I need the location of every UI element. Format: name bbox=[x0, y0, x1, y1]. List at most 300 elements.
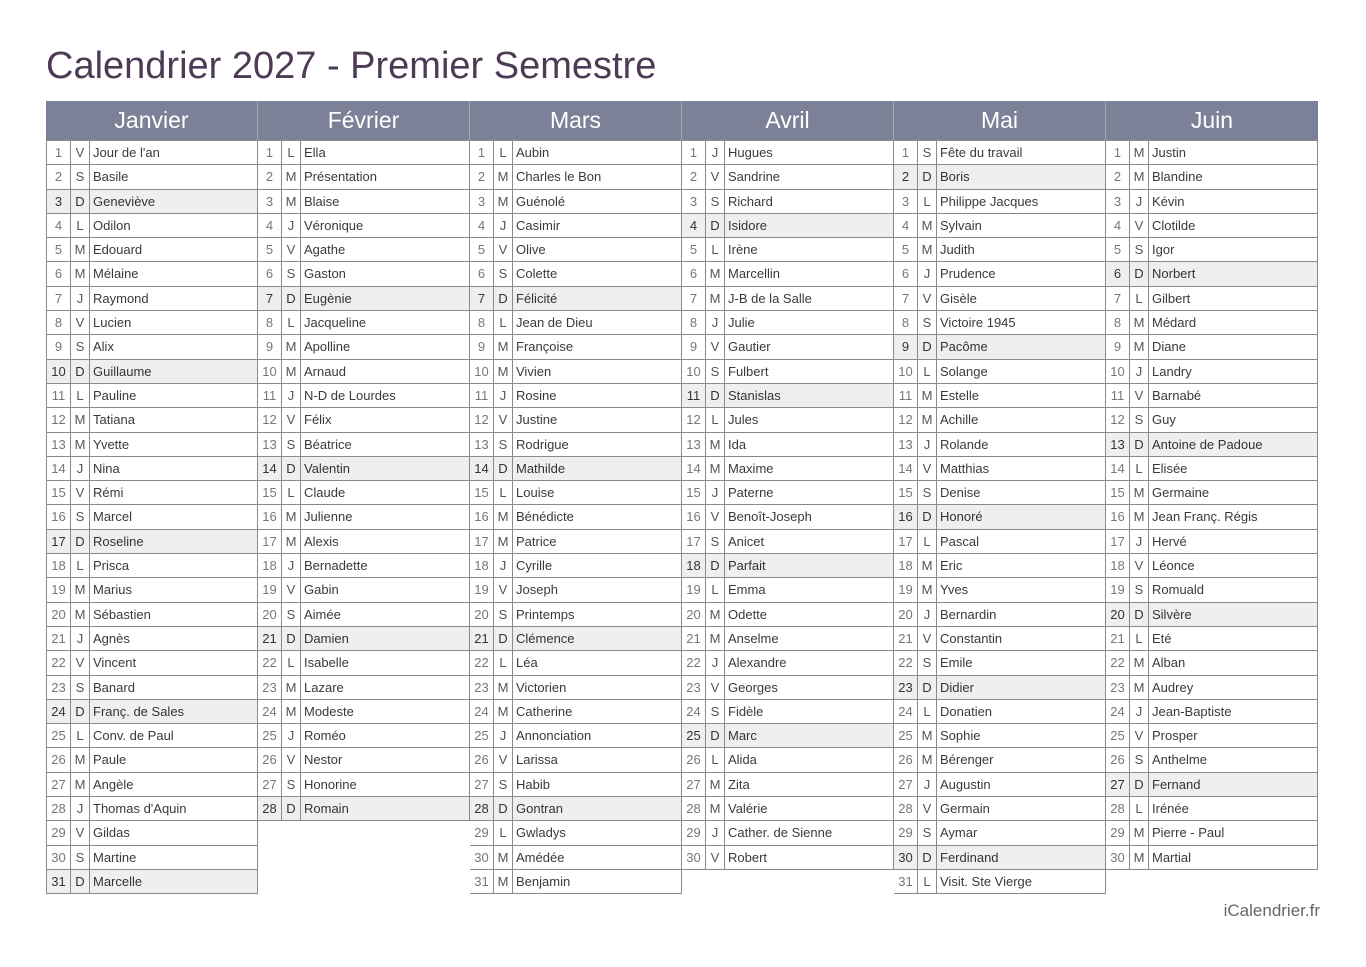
day-number: 27 bbox=[682, 773, 706, 796]
saint-name: Antoine de Padoue bbox=[1152, 436, 1263, 452]
day-row bbox=[258, 747, 469, 771]
day-number: 24 bbox=[682, 700, 706, 723]
weekday-letter: S bbox=[282, 603, 301, 626]
day-number: 23 bbox=[682, 676, 706, 699]
saint-name: Léa bbox=[516, 655, 538, 671]
day-number: 7 bbox=[894, 287, 918, 310]
day-number: 20 bbox=[470, 603, 494, 626]
weekday-letter: L bbox=[494, 141, 513, 164]
day-number: 4 bbox=[682, 214, 706, 237]
weekday-letter: M bbox=[71, 578, 90, 601]
saint-name: Jacqueline bbox=[304, 315, 367, 331]
weekday-letter: M bbox=[1130, 846, 1149, 869]
day-row bbox=[47, 602, 257, 626]
saint-name: Cyrille bbox=[516, 558, 553, 574]
day-row bbox=[258, 650, 469, 674]
weekday-letter: M bbox=[71, 603, 90, 626]
saint-name: Félicité bbox=[516, 290, 558, 306]
site-credit: iCalendrier.fr bbox=[1223, 901, 1320, 920]
day-number: 30 bbox=[894, 846, 918, 869]
weekday-letter: L bbox=[494, 481, 513, 504]
day-row bbox=[47, 261, 257, 285]
day-row bbox=[1106, 164, 1317, 188]
weekday-letter: J bbox=[282, 214, 301, 237]
weekday-letter: L bbox=[71, 554, 90, 577]
day-number: 16 bbox=[682, 505, 706, 528]
day-row bbox=[258, 140, 469, 164]
day-number: 22 bbox=[1106, 651, 1130, 674]
saint-name: Jean Franç. Régis bbox=[1152, 509, 1258, 525]
weekday-letter: L bbox=[706, 578, 725, 601]
saint-name: Fidèle bbox=[728, 703, 764, 719]
day-row bbox=[258, 796, 469, 820]
day-row bbox=[470, 286, 681, 310]
saint-name: Georges bbox=[728, 679, 778, 695]
saint-name: Zita bbox=[728, 776, 750, 792]
saint-name: Honorine bbox=[304, 776, 357, 792]
day-number: 7 bbox=[47, 287, 71, 310]
day-number: 6 bbox=[682, 262, 706, 285]
day-row bbox=[47, 432, 257, 456]
weekday-letter: M bbox=[1130, 821, 1149, 844]
day-number: 24 bbox=[1106, 700, 1130, 723]
saint-name: Silvère bbox=[1152, 606, 1192, 622]
calendar-grid bbox=[46, 101, 1318, 894]
day-row bbox=[470, 650, 681, 674]
saint-name: Julie bbox=[728, 315, 755, 331]
day-row bbox=[894, 432, 1105, 456]
weekday-letter: V bbox=[494, 238, 513, 261]
weekday-letter: D bbox=[706, 724, 725, 747]
day-row bbox=[1106, 650, 1317, 674]
saint-name: Diane bbox=[1152, 339, 1186, 355]
day-number: 30 bbox=[47, 846, 71, 869]
saint-name: Amédée bbox=[516, 849, 565, 865]
weekday-letter: V bbox=[706, 846, 725, 869]
saint-name: Achille bbox=[940, 412, 979, 428]
weekday-letter: V bbox=[706, 335, 725, 358]
weekday-letter: M bbox=[494, 700, 513, 723]
weekday-letter: M bbox=[282, 165, 301, 188]
saint-name: Boris bbox=[940, 169, 970, 185]
saint-name: Clotilde bbox=[1152, 217, 1196, 233]
weekday-letter: M bbox=[918, 578, 937, 601]
saint-name: Alban bbox=[1152, 655, 1186, 671]
day-number: 27 bbox=[894, 773, 918, 796]
day-number: 12 bbox=[682, 408, 706, 431]
day-number: 31 bbox=[470, 870, 494, 893]
day-row bbox=[682, 189, 893, 213]
weekday-letter: M bbox=[1130, 505, 1149, 528]
weekday-letter: D bbox=[706, 554, 725, 577]
weekday-letter: J bbox=[282, 724, 301, 747]
day-number: 24 bbox=[258, 700, 282, 723]
saint-name: Fernand bbox=[1152, 776, 1201, 792]
day-number: 27 bbox=[470, 773, 494, 796]
month-column bbox=[258, 101, 470, 894]
day-number: 13 bbox=[894, 433, 918, 456]
weekday-letter: L bbox=[282, 141, 301, 164]
day-row bbox=[682, 407, 893, 431]
day-row bbox=[258, 189, 469, 213]
weekday-letter: D bbox=[71, 360, 90, 383]
day-number: 29 bbox=[894, 821, 918, 844]
weekday-letter: L bbox=[706, 408, 725, 431]
day-number: 16 bbox=[258, 505, 282, 528]
day-number: 1 bbox=[470, 141, 494, 164]
saint-name: Gabin bbox=[304, 582, 339, 598]
weekday-letter: M bbox=[1130, 651, 1149, 674]
day-row bbox=[1106, 480, 1317, 504]
day-number: 8 bbox=[470, 311, 494, 334]
weekday-letter: D bbox=[494, 457, 513, 480]
day-row bbox=[1106, 553, 1317, 577]
day-number: 21 bbox=[47, 627, 71, 650]
weekday-letter: M bbox=[706, 627, 725, 650]
weekday-letter: V bbox=[706, 165, 725, 188]
day-number: 21 bbox=[1106, 627, 1130, 650]
day-row bbox=[258, 553, 469, 577]
weekday-letter: M bbox=[282, 700, 301, 723]
day-row bbox=[47, 675, 257, 699]
day-row bbox=[470, 456, 681, 480]
day-list bbox=[894, 140, 1106, 894]
weekday-letter: L bbox=[918, 530, 937, 553]
day-row bbox=[1106, 359, 1317, 383]
day-number: 22 bbox=[47, 651, 71, 674]
saint-name: Jour de l'an bbox=[93, 145, 160, 160]
day-row bbox=[47, 553, 257, 577]
day-row bbox=[470, 359, 681, 383]
day-row bbox=[682, 529, 893, 553]
saint-name: Colette bbox=[516, 266, 558, 282]
day-row bbox=[258, 723, 469, 747]
day-row bbox=[47, 213, 257, 237]
day-number: 15 bbox=[470, 481, 494, 504]
day-number: 8 bbox=[1106, 311, 1130, 334]
weekday-letter: M bbox=[918, 238, 937, 261]
saint-name: Edouard bbox=[93, 242, 143, 258]
weekday-letter: D bbox=[918, 846, 937, 869]
day-list bbox=[470, 140, 682, 894]
saint-name: Paterne bbox=[728, 485, 774, 501]
month-column bbox=[1106, 101, 1318, 894]
weekday-letter: M bbox=[282, 505, 301, 528]
day-number: 23 bbox=[894, 676, 918, 699]
day-number: 8 bbox=[258, 311, 282, 334]
saint-name: Didier bbox=[940, 679, 974, 695]
day-number: 2 bbox=[1106, 165, 1130, 188]
day-row bbox=[47, 310, 257, 334]
weekday-letter: L bbox=[494, 311, 513, 334]
day-row bbox=[470, 164, 681, 188]
day-row bbox=[894, 480, 1105, 504]
day-row bbox=[47, 626, 257, 650]
saint-name: Estelle bbox=[940, 387, 980, 403]
day-row bbox=[682, 456, 893, 480]
weekday-letter: M bbox=[494, 190, 513, 213]
day-number: 26 bbox=[682, 748, 706, 771]
day-number: 29 bbox=[1106, 821, 1130, 844]
day-row bbox=[682, 286, 893, 310]
month-header: Avril bbox=[682, 101, 894, 140]
day-row bbox=[470, 310, 681, 334]
saint-name: Gautier bbox=[728, 339, 771, 355]
day-number: 21 bbox=[894, 627, 918, 650]
day-number: 24 bbox=[470, 700, 494, 723]
weekday-letter: V bbox=[918, 797, 937, 820]
month-column bbox=[894, 101, 1106, 894]
saint-name: Annonciation bbox=[516, 728, 592, 744]
day-number: 17 bbox=[682, 530, 706, 553]
day-row bbox=[1106, 407, 1317, 431]
saint-name: Victorien bbox=[516, 679, 567, 695]
weekday-letter: D bbox=[1130, 603, 1149, 626]
day-number: 22 bbox=[682, 651, 706, 674]
day-list bbox=[1106, 140, 1318, 870]
day-row bbox=[894, 189, 1105, 213]
day-row bbox=[258, 334, 469, 358]
day-number: 26 bbox=[1106, 748, 1130, 771]
day-number: 13 bbox=[470, 433, 494, 456]
day-row bbox=[47, 504, 257, 528]
saint-name: Norbert bbox=[1152, 266, 1196, 282]
day-number: 10 bbox=[894, 360, 918, 383]
saint-name: Sandrine bbox=[728, 169, 781, 185]
weekday-letter: S bbox=[918, 821, 937, 844]
month-header: Mai bbox=[894, 101, 1106, 140]
saint-name: Augustin bbox=[940, 776, 991, 792]
saint-name: Pacôme bbox=[940, 339, 988, 355]
day-number: 28 bbox=[47, 797, 71, 820]
day-row bbox=[894, 383, 1105, 407]
saint-name: Ella bbox=[304, 145, 326, 160]
day-number: 7 bbox=[258, 287, 282, 310]
saint-name: Hervé bbox=[1152, 533, 1187, 549]
day-row bbox=[1106, 334, 1317, 358]
day-number: 1 bbox=[894, 141, 918, 164]
weekday-letter: J bbox=[918, 433, 937, 456]
day-row bbox=[682, 237, 893, 261]
day-number: 2 bbox=[682, 165, 706, 188]
day-row bbox=[258, 432, 469, 456]
month-header: Février bbox=[258, 101, 470, 140]
day-number: 23 bbox=[470, 676, 494, 699]
weekday-letter: D bbox=[1130, 262, 1149, 285]
day-row bbox=[1106, 140, 1317, 164]
weekday-letter: M bbox=[1130, 311, 1149, 334]
weekday-letter: S bbox=[918, 481, 937, 504]
weekday-letter: D bbox=[282, 627, 301, 650]
day-row bbox=[1106, 286, 1317, 310]
weekday-letter: M bbox=[71, 748, 90, 771]
day-number: 10 bbox=[470, 360, 494, 383]
day-number: 9 bbox=[258, 335, 282, 358]
day-number: 9 bbox=[894, 335, 918, 358]
weekday-letter: J bbox=[282, 554, 301, 577]
day-number: 5 bbox=[47, 238, 71, 261]
day-row bbox=[470, 261, 681, 285]
saint-name: Paule bbox=[93, 752, 127, 768]
month-column bbox=[682, 101, 894, 894]
day-number: 6 bbox=[47, 262, 71, 285]
day-row bbox=[47, 723, 257, 747]
saint-name: Yvette bbox=[93, 436, 130, 452]
day-number: 2 bbox=[47, 165, 71, 188]
weekday-letter: M bbox=[282, 335, 301, 358]
saint-name: Barnabé bbox=[1152, 387, 1202, 403]
saint-name: Angèle bbox=[93, 776, 134, 792]
day-number: 26 bbox=[894, 748, 918, 771]
day-row bbox=[682, 650, 893, 674]
weekday-letter: S bbox=[494, 262, 513, 285]
weekday-letter: V bbox=[494, 408, 513, 431]
day-row bbox=[470, 189, 681, 213]
saint-name: Pascal bbox=[940, 533, 980, 549]
weekday-letter: S bbox=[71, 335, 90, 358]
day-number: 12 bbox=[470, 408, 494, 431]
weekday-letter: M bbox=[706, 287, 725, 310]
weekday-letter: M bbox=[1130, 165, 1149, 188]
day-row bbox=[682, 480, 893, 504]
weekday-letter: S bbox=[71, 165, 90, 188]
weekday-letter: D bbox=[494, 627, 513, 650]
day-row bbox=[1106, 845, 1317, 869]
saint-name: Stanislas bbox=[728, 387, 781, 403]
day-number: 23 bbox=[1106, 676, 1130, 699]
saint-name: Gisèle bbox=[940, 290, 977, 306]
day-number: 2 bbox=[258, 165, 282, 188]
day-row bbox=[258, 577, 469, 601]
day-row bbox=[1106, 675, 1317, 699]
saint-name: Catherine bbox=[516, 703, 573, 719]
saint-name: Lazare bbox=[304, 679, 344, 695]
weekday-letter: D bbox=[282, 797, 301, 820]
day-row bbox=[1106, 261, 1317, 285]
weekday-letter: M bbox=[494, 846, 513, 869]
day-row bbox=[1106, 699, 1317, 723]
day-number: 3 bbox=[470, 190, 494, 213]
weekday-letter: M bbox=[494, 360, 513, 383]
day-number: 31 bbox=[47, 870, 71, 893]
day-number: 22 bbox=[258, 651, 282, 674]
day-row bbox=[470, 723, 681, 747]
weekday-letter: M bbox=[706, 433, 725, 456]
day-row bbox=[470, 529, 681, 553]
day-number: 22 bbox=[894, 651, 918, 674]
weekday-letter: L bbox=[918, 190, 937, 213]
saint-name: Sophie bbox=[940, 728, 981, 744]
day-row bbox=[894, 261, 1105, 285]
saint-name: Richard bbox=[728, 193, 773, 209]
day-row bbox=[1106, 772, 1317, 796]
saint-name: Odilon bbox=[93, 217, 131, 233]
day-number: 12 bbox=[47, 408, 71, 431]
day-row bbox=[682, 723, 893, 747]
weekday-letter: S bbox=[282, 262, 301, 285]
saint-name: Isidore bbox=[728, 217, 768, 233]
saint-name: Patrice bbox=[516, 533, 557, 549]
weekday-letter: S bbox=[282, 433, 301, 456]
saint-name: Arnaud bbox=[304, 363, 346, 379]
day-row bbox=[47, 577, 257, 601]
weekday-letter: M bbox=[71, 408, 90, 431]
day-row bbox=[894, 869, 1105, 893]
weekday-letter: S bbox=[71, 846, 90, 869]
weekday-letter: M bbox=[282, 676, 301, 699]
weekday-letter: S bbox=[494, 603, 513, 626]
saint-name: Mathilde bbox=[516, 460, 566, 476]
weekday-letter: D bbox=[282, 287, 301, 310]
saint-name: Germain bbox=[940, 801, 990, 817]
weekday-letter: J bbox=[1130, 530, 1149, 553]
saint-name: Parfait bbox=[728, 558, 766, 574]
saint-name: Germaine bbox=[1152, 485, 1210, 501]
day-number: 11 bbox=[470, 384, 494, 407]
day-number: 14 bbox=[470, 457, 494, 480]
saint-name: Présentation bbox=[304, 169, 377, 185]
day-number: 13 bbox=[47, 433, 71, 456]
weekday-letter: L bbox=[71, 724, 90, 747]
day-row bbox=[470, 480, 681, 504]
day-row bbox=[258, 772, 469, 796]
weekday-letter: L bbox=[282, 651, 301, 674]
saint-name: Damien bbox=[304, 630, 349, 646]
day-row bbox=[682, 383, 893, 407]
weekday-letter: M bbox=[1130, 676, 1149, 699]
day-row bbox=[682, 140, 893, 164]
day-row bbox=[258, 626, 469, 650]
weekday-letter: M bbox=[918, 408, 937, 431]
saint-name: Marcel bbox=[93, 509, 133, 525]
day-number: 1 bbox=[47, 141, 71, 164]
day-row bbox=[682, 626, 893, 650]
saint-name: Victoire 1945 bbox=[940, 315, 1016, 331]
saint-name: J-B de la Salle bbox=[728, 290, 812, 306]
weekday-letter: S bbox=[282, 773, 301, 796]
day-row bbox=[47, 407, 257, 431]
day-row bbox=[682, 845, 893, 869]
saint-name: Charles le Bon bbox=[516, 169, 602, 185]
day-number: 23 bbox=[47, 676, 71, 699]
day-number: 1 bbox=[682, 141, 706, 164]
saint-name: Médard bbox=[1152, 315, 1197, 331]
weekday-letter: M bbox=[494, 335, 513, 358]
weekday-letter: S bbox=[918, 311, 937, 334]
saint-name: Modeste bbox=[304, 703, 354, 719]
day-row bbox=[47, 869, 257, 893]
weekday-letter: V bbox=[282, 408, 301, 431]
weekday-letter: V bbox=[494, 748, 513, 771]
day-row bbox=[682, 261, 893, 285]
day-row bbox=[258, 164, 469, 188]
saint-name: Maxime bbox=[728, 460, 774, 476]
weekday-letter: S bbox=[706, 360, 725, 383]
day-number: 14 bbox=[258, 457, 282, 480]
weekday-letter: V bbox=[918, 627, 937, 650]
day-row bbox=[682, 796, 893, 820]
month-header: Janvier bbox=[46, 101, 258, 140]
weekday-letter: M bbox=[494, 870, 513, 893]
day-number: 12 bbox=[258, 408, 282, 431]
saint-name: Printemps bbox=[516, 606, 575, 622]
day-number: 25 bbox=[894, 724, 918, 747]
saint-name: Agathe bbox=[304, 242, 346, 258]
weekday-letter: V bbox=[706, 676, 725, 699]
saint-name: Benoît-Joseph bbox=[728, 509, 812, 525]
day-row bbox=[47, 650, 257, 674]
saint-name: Robert bbox=[728, 849, 768, 865]
